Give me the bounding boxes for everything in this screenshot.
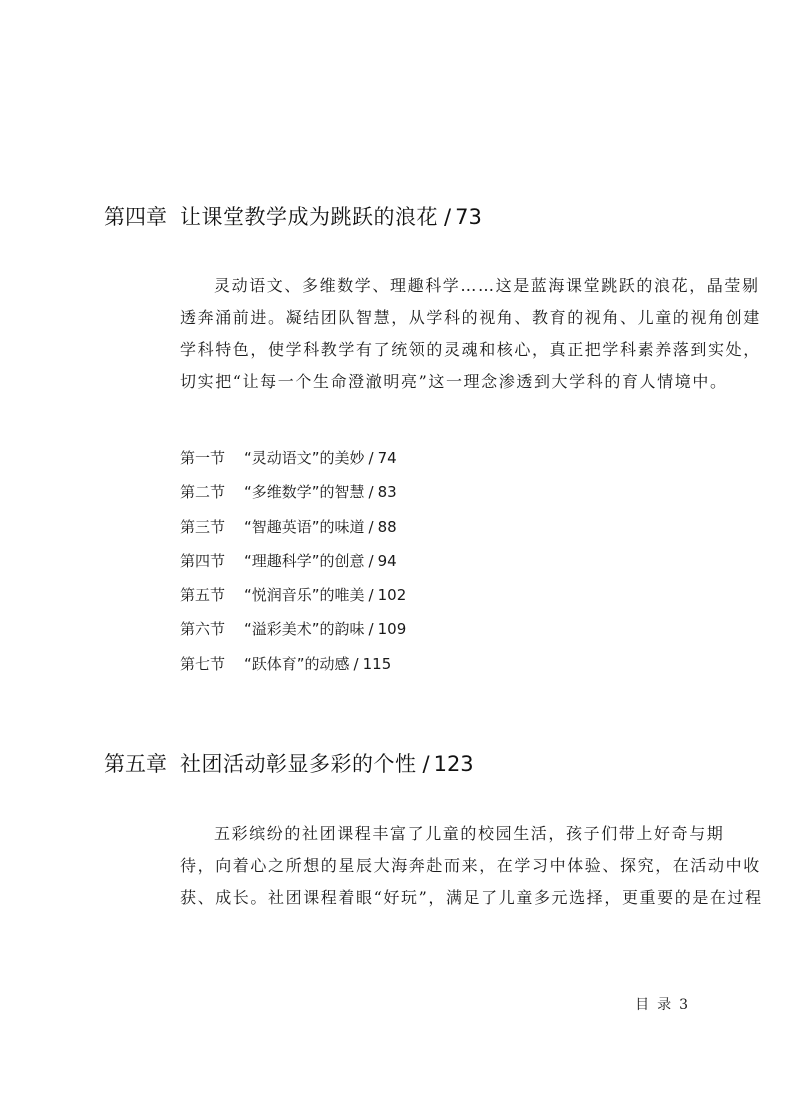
section-2-separator: / bbox=[368, 483, 374, 502]
section-6-page: 109 bbox=[377, 620, 407, 639]
chapter-5-intro-line-3: 获、成长。社团课程着眼“好玩”，满足了儿童多元选择，更重要的是在过程 bbox=[180, 888, 763, 907]
section-entry-6[interactable] bbox=[180, 612, 406, 646]
section-3-page: 88 bbox=[377, 517, 397, 536]
chapter-5-number: 第五章 bbox=[104, 752, 167, 776]
section-entry-7[interactable] bbox=[180, 647, 406, 681]
section-2-page: 83 bbox=[377, 483, 397, 502]
chapter-4-separator: / bbox=[444, 205, 452, 229]
section-5-number: 第五节 bbox=[180, 586, 226, 605]
section-7-page: 115 bbox=[362, 654, 392, 673]
section-6-title: “溢彩美术”的韵味 bbox=[244, 620, 365, 639]
section-2-number: 第二节 bbox=[180, 483, 226, 502]
section-6-separator: / bbox=[368, 620, 374, 639]
chapter-4-title: 让课堂教学成为跳跃的浪花 bbox=[180, 205, 438, 229]
chapter-4-intro-paragraph bbox=[180, 270, 761, 398]
section-5-separator: / bbox=[368, 586, 374, 605]
section-4-number: 第四节 bbox=[180, 551, 226, 570]
chapter-5-intro-line-2: 待，向着心之所想的星辰大海奔赴而来，在学习中体验、探究，在活动中收 bbox=[180, 856, 761, 875]
section-1-separator: / bbox=[368, 449, 374, 467]
chapter-4-intro-line-1: 灵动语文、多维数学、理趣科学……这是蓝海课堂跳跃的浪花，晶莹剔 bbox=[214, 276, 760, 295]
chapter-4-heading[interactable] bbox=[104, 203, 482, 231]
section-entry-3[interactable] bbox=[180, 510, 406, 544]
section-2-title: “多维数学”的智慧 bbox=[244, 483, 365, 502]
footer-page-number: 3 bbox=[679, 997, 688, 1013]
section-7-title: “跃体育”的动感 bbox=[244, 654, 350, 673]
chapter-5-intro bbox=[180, 818, 763, 914]
chapter-5-heading[interactable] bbox=[104, 750, 474, 778]
section-7-number: 第七节 bbox=[180, 654, 226, 673]
section-entry-4[interactable] bbox=[180, 544, 406, 578]
section-entry-5[interactable] bbox=[180, 578, 406, 612]
chapter-4-intro-line-3: 学科特色，使学科教学有了统领的灵魂和核心，真正把学科素养落到实处， bbox=[180, 340, 761, 359]
section-entry-1[interactable] bbox=[180, 441, 406, 475]
section-entry-2[interactable] bbox=[180, 475, 406, 509]
chapter-5-separator: / bbox=[422, 752, 430, 776]
chapter-5-intro-paragraph bbox=[180, 818, 763, 914]
chapter-4-intro-line-4: 切实把“让每一个生命澄澈明亮”这一理念渗透到大学科的育人情境中。 bbox=[180, 372, 728, 391]
section-3-number: 第三节 bbox=[180, 517, 226, 536]
chapter-4-page: 73 bbox=[455, 205, 482, 229]
section-6-number: 第六节 bbox=[180, 620, 226, 639]
section-4-separator: / bbox=[368, 551, 374, 570]
section-3-separator: / bbox=[368, 517, 374, 536]
chapter-5-intro-line-1: 五彩缤纷的社团课程丰富了儿童的校园生活，孩子们带上好奇与期 bbox=[214, 824, 725, 843]
section-7-separator: / bbox=[353, 654, 359, 673]
section-5-title: “悦润音乐”的唯美 bbox=[244, 586, 365, 605]
section-1-page: 74 bbox=[377, 449, 397, 467]
chapter-5-title: 社团活动彰显多彩的个性 bbox=[180, 752, 417, 776]
page-footer bbox=[635, 994, 688, 1014]
chapter-4-section-list bbox=[180, 441, 406, 681]
section-1-title: “灵动语文”的美妙 bbox=[244, 449, 365, 467]
section-4-title: “理趣科学”的创意 bbox=[244, 551, 365, 570]
chapter-4-intro-line-2: 透奔涌前进。凝结团队智慧，从学科的视角、教育的视角、儿童的视角创建 bbox=[180, 308, 761, 327]
section-3-title: “智趣英语”的味道 bbox=[244, 517, 365, 536]
chapter-4-intro bbox=[180, 270, 761, 398]
section-1-number: 第一节 bbox=[180, 449, 226, 467]
footer-label: 目录 bbox=[635, 997, 680, 1013]
section-5-page: 102 bbox=[377, 586, 407, 605]
section-4-page: 94 bbox=[377, 551, 397, 570]
chapter-5-page: 123 bbox=[433, 752, 474, 776]
chapter-4-number: 第四章 bbox=[104, 205, 167, 229]
